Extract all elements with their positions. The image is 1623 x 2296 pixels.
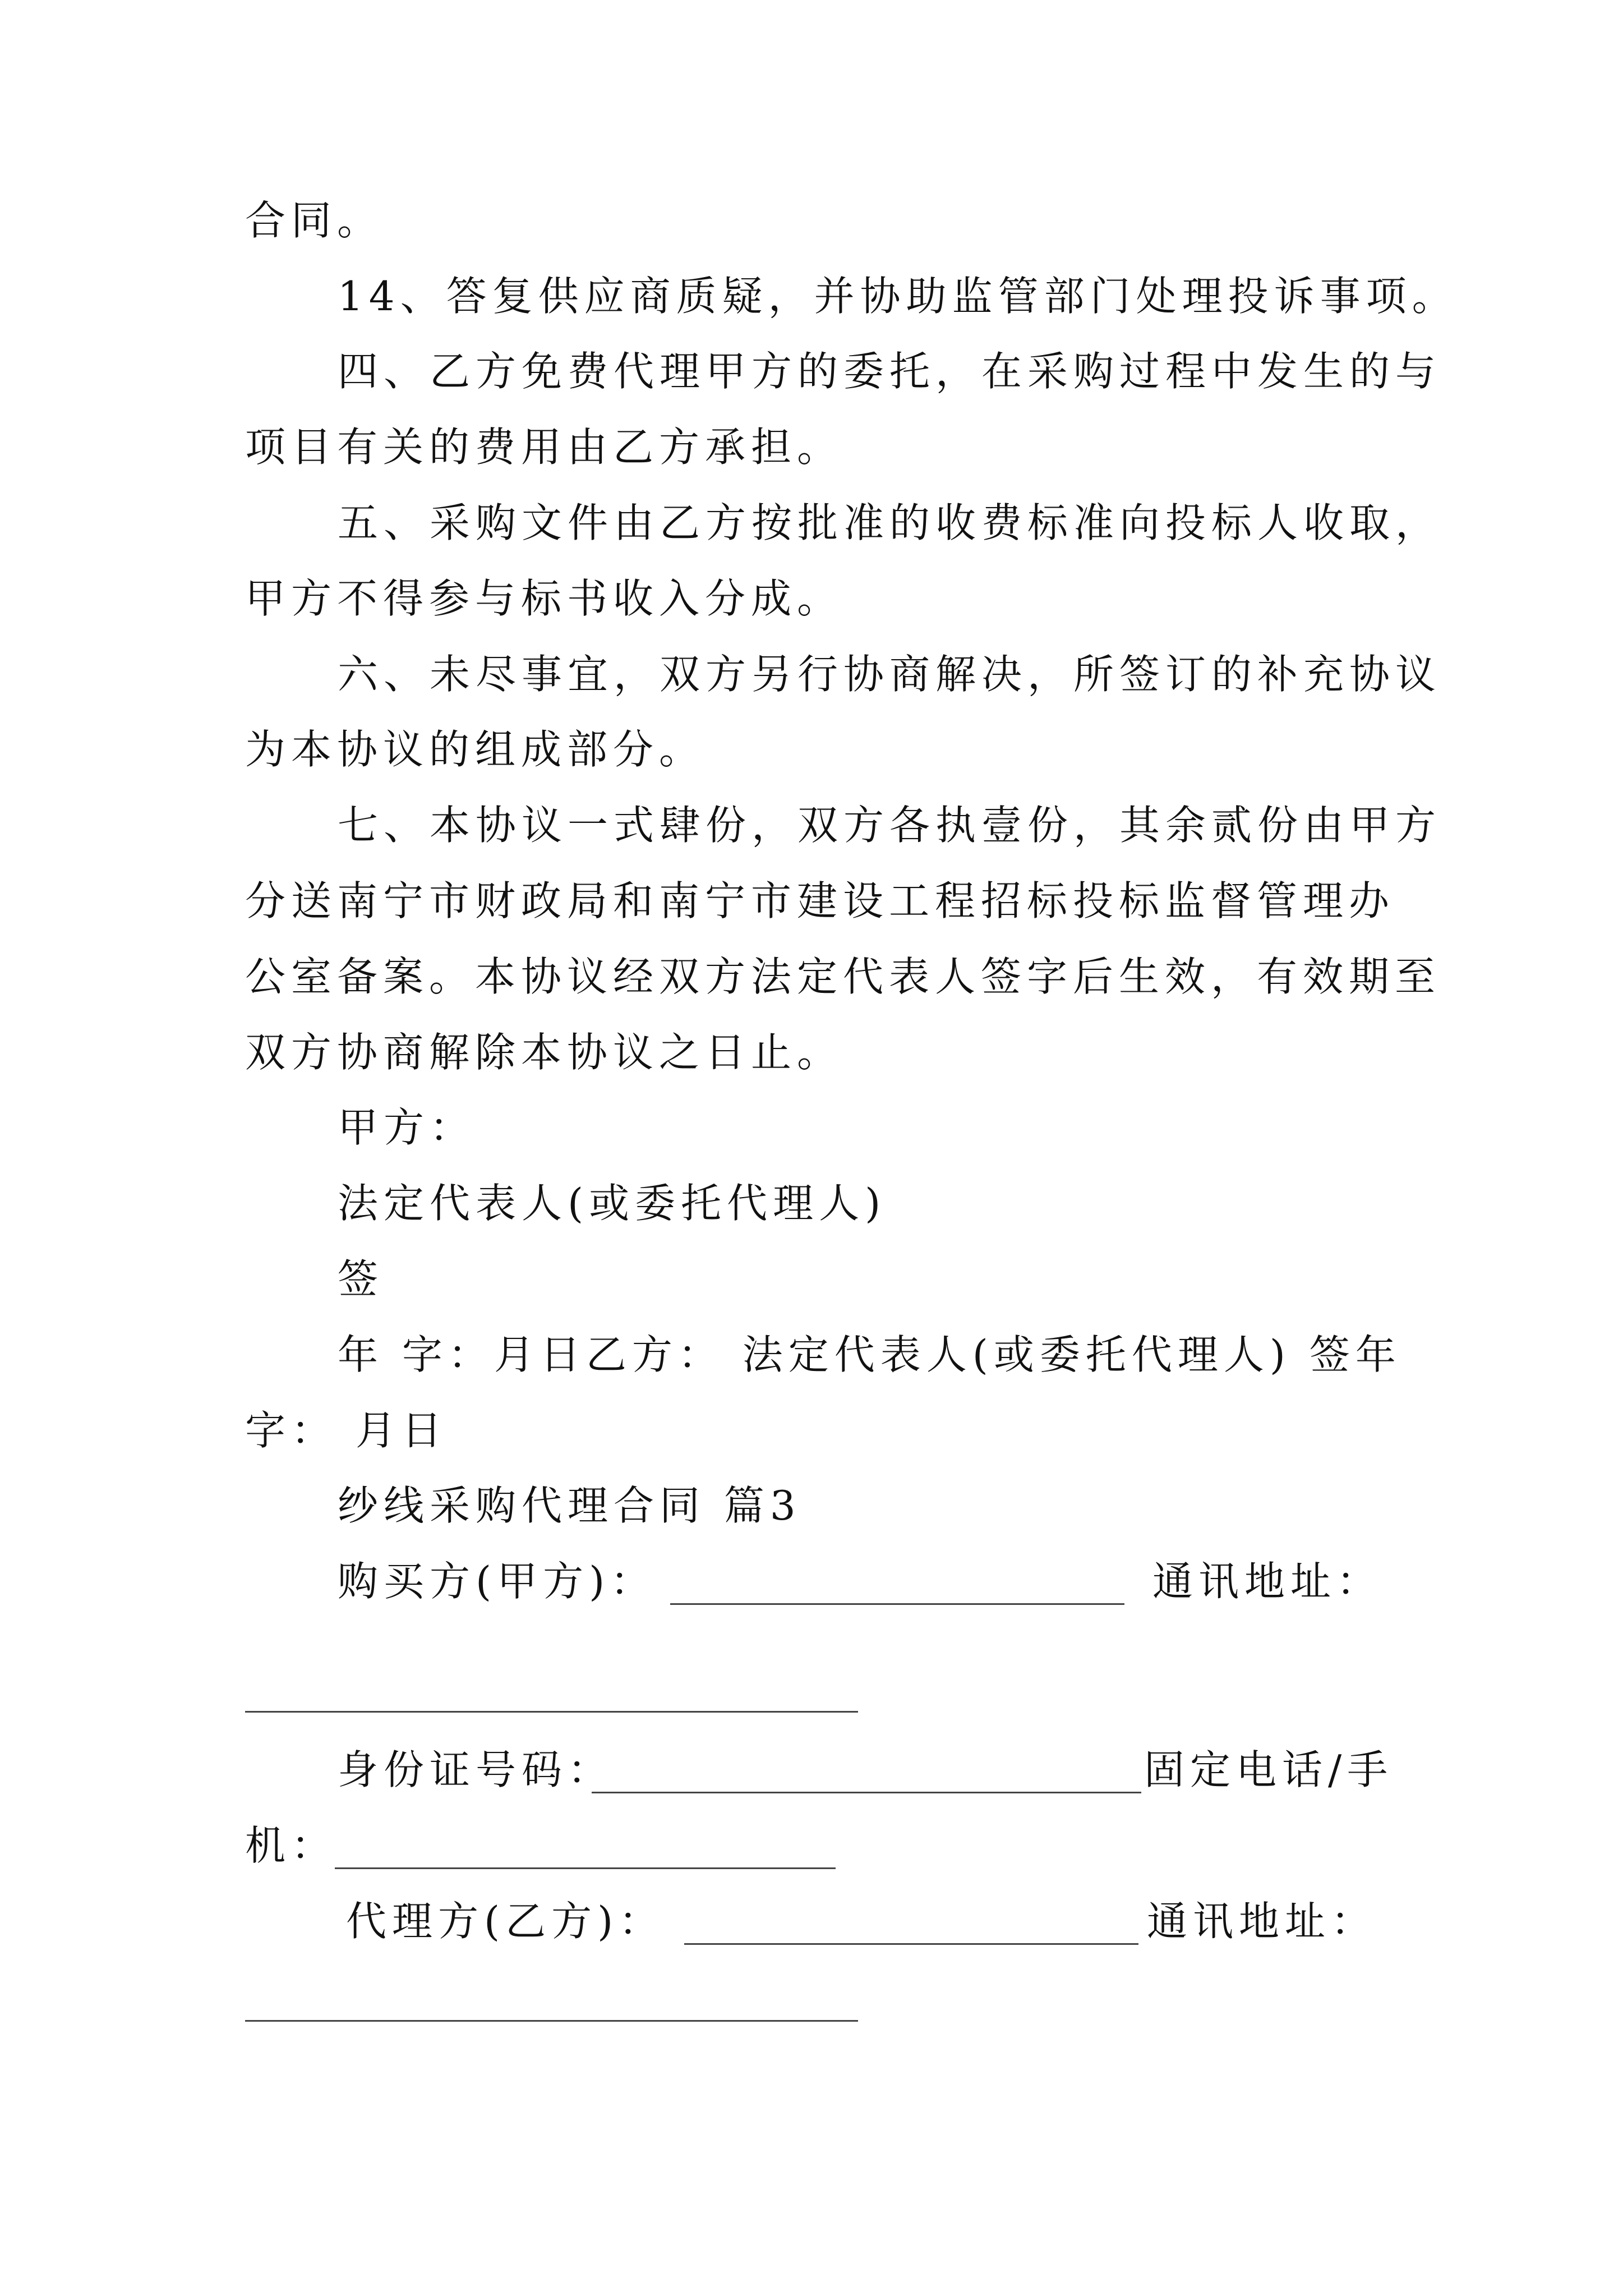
party-a-label: 甲方： — [338, 1104, 476, 1151]
clause-5-line-1: 五、采购文件由乙方按批准的收费标准向投标人收取， — [338, 499, 1442, 546]
clause-6-line-2: 为本协议的组成部分。 — [245, 726, 706, 773]
sign-label: 签 — [338, 1255, 384, 1303]
agent-name-blank[interactable] — [684, 1943, 1138, 1945]
id-number-label: 身份证号码： — [338, 1746, 614, 1793]
clause-5-line-2: 甲方不得参与标书收入分成。 — [245, 575, 843, 622]
clause-7-line-3: 公室备案。本协议经双方法定代表人签字后生效，有效期至 — [245, 953, 1441, 1000]
clause-14: 14、答复供应商质疑，并协助监管部门处理投诉事项。 — [338, 273, 1458, 320]
clause-6-line-1: 六、未尽事宜，双方另行协商解决，所签订的补充协议 — [338, 651, 1442, 698]
agent-address-blank[interactable] — [245, 2020, 858, 2022]
id-number-blank[interactable] — [592, 1792, 1141, 1793]
clause-7-line-4: 双方协商解除本协议之日止。 — [245, 1029, 843, 1076]
address-label: 通讯地址： — [1147, 1898, 1377, 1945]
clause-4-line-1: 四、乙方免费代理甲方的委托，在采购过程中发生的与 — [338, 348, 1442, 395]
buyer-address-blank[interactable] — [245, 1711, 858, 1713]
phone-blank[interactable] — [335, 1867, 836, 1869]
address-label: 通讯地址： — [1152, 1558, 1383, 1605]
section-heading: 纱线采购代理合同 篇3 — [338, 1482, 801, 1529]
clause-4-line-2: 项目有关的费用由乙方承担。 — [245, 424, 843, 471]
legal-rep-label: 法定代表人(或委托代理人) — [338, 1180, 887, 1227]
clause-7-line-2: 分送南宁市财政局和南宁市建设工程招标投标监督管理办 — [245, 877, 1395, 924]
buyer-name-blank[interactable] — [670, 1603, 1124, 1605]
buyer-label: 购买方(甲方)： — [338, 1558, 657, 1605]
agent-label: 代理方(乙方)： — [346, 1898, 665, 1945]
signature-date-line: 年 字：月日乙方： 法定代表人(或委托代理人) 签年 — [338, 1331, 1401, 1378]
signature-date-line-cont: 字： 月日 — [245, 1407, 448, 1454]
phone-label-cont: 机： — [245, 1822, 338, 1869]
paragraph-line: 合同。 — [245, 197, 384, 244]
clause-7-line-1: 七、本协议一式肆份，双方各执壹份，其余贰份由甲方 — [338, 802, 1442, 849]
phone-label: 固定电话/手 — [1144, 1746, 1394, 1793]
